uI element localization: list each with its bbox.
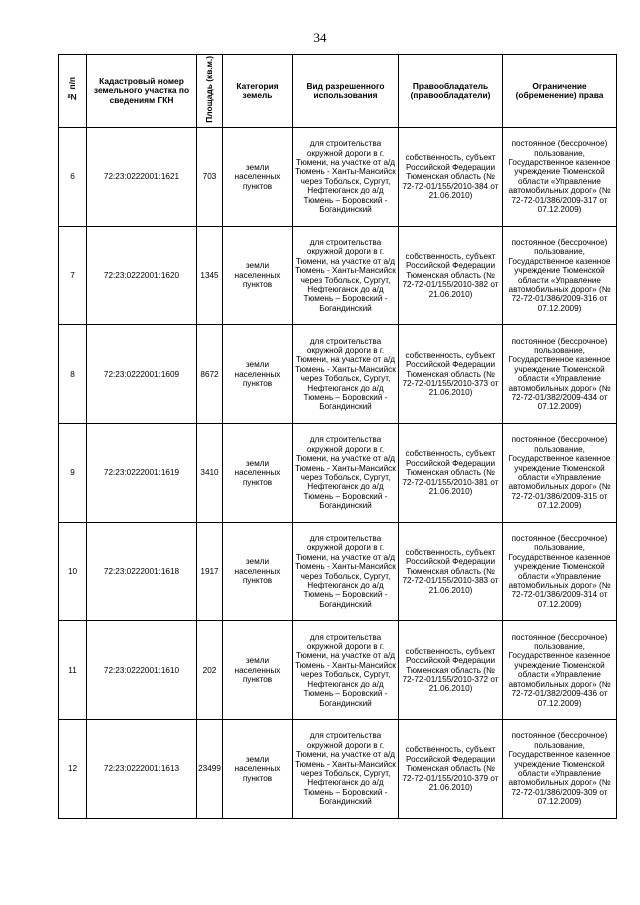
row-number: 11: [59, 621, 87, 720]
header-num: № п/п: [59, 55, 87, 128]
permitted-use: для строительства окружной дороги в г. Тюмени, на участке от а/д Тюмень - Ханты-Мансийск через Тобольск, Сургут, Нефтеюганск до а/д Тюмень – Боровский - Богандинский: [293, 424, 399, 523]
area-value: 3410: [197, 424, 223, 523]
permitted-use: для строительства окружной дороги в г. Тюмени, на участке от а/д Тюмень - Ханты-Мансийск через Тобольск, Сургут, Нефтеюганск до а/д Тюмень – Боровский - Богандинский: [293, 720, 399, 819]
row-number: 7: [59, 226, 87, 325]
land-category: земли населенных пунктов: [223, 424, 293, 523]
table-row: [59, 424, 617, 523]
table-row: [59, 621, 617, 720]
cadastral-number: 72:23:0222001:1609: [87, 325, 197, 424]
header-restriction: Ограничение (обременение) права: [503, 55, 617, 128]
right-restriction: постоянное (бессрочное) пользование, Государственное казенное учреждение Тюменской области «Управление автомобильных дорог» (№ 72-72-01/382/2009-436 от 07.12.2009): [503, 621, 617, 720]
area-value: 703: [197, 128, 223, 227]
area-value: 8672: [197, 325, 223, 424]
table-row: [59, 226, 617, 325]
land-category: земли населенных пунктов: [223, 720, 293, 819]
land-category: земли населенных пунктов: [223, 522, 293, 621]
page-number: 34: [313, 30, 327, 45]
right-holder: собственность, субъект Российской Федерации Тюменская область (№ 72-72-01/155/2010-381 от 21.06.2010): [399, 424, 503, 523]
right-holder: собственность, субъект Российской Федерации Тюменская область (№ 72-72-01/155/2010-379 от 21.06.2010): [399, 720, 503, 819]
right-holder: собственность, субъект Российской Федерации Тюменская область (№ 72-72-01/155/2010-373 от 21.06.2010): [399, 325, 503, 424]
cadastral-number: 72:23:0222001:1613: [87, 720, 197, 819]
row-number: 9: [59, 424, 87, 523]
cadastral-number: 72:23:0222001:1618: [87, 522, 197, 621]
right-restriction: постоянное (бессрочное) пользование, Государственное казенное учреждение Тюменской области «Управление автомобильных дорог» (№ 72-72-01/386/2009-316 от 07.12.2009): [503, 226, 617, 325]
table-row: [59, 522, 617, 621]
right-restriction: постоянное (бессрочное) пользование, Государственное казенное учреждение Тюменской области «Управление автомобильных дорог» (№ 72-72-01/386/2009-314 от 07.12.2009): [503, 522, 617, 621]
header-cadastral: Кадастровый номер земельного участка по сведениям ГКН: [87, 55, 197, 128]
land-category: земли населенных пунктов: [223, 128, 293, 227]
permitted-use: для строительства окружной дороги в г. Тюмени, на участке от а/д Тюмень - Ханты-Мансийск через Тобольск, Сургут, Нефтеюганск до а/д Тюмень – Боровский - Богандинский: [293, 621, 399, 720]
header-category: Категория земель: [223, 55, 293, 128]
permitted-use: для строительства окружной дороги в г. Тюмени, на участке от а/д Тюмень - Ханты-Мансийск через Тобольск, Сургут, Нефтеюганск до а/д Тюмень – Боровский - Богандинский: [293, 128, 399, 227]
land-category: земли населенных пунктов: [223, 325, 293, 424]
row-number: 10: [59, 522, 87, 621]
cadastral-number: 72:23:0222001:1621: [87, 128, 197, 227]
land-category: земли населенных пунктов: [223, 621, 293, 720]
right-restriction: постоянное (бессрочное) пользование, Государственное казенное учреждение Тюменской области «Управление автомобильных дорог» (№ 72-72-01/386/2009-315 от 07.12.2009): [503, 424, 617, 523]
right-holder: собственность, субъект Российской Федерации Тюменская область (№ 72-72-01/155/2010-372 от 21.06.2010): [399, 621, 503, 720]
right-holder: собственность, субъект Российской Федерации Тюменская область (№ 72-72-01/155/2010-384 от 21.06.2010): [399, 128, 503, 227]
header-row: [59, 55, 617, 128]
cadastral-number: 72:23:0222001:1619: [87, 424, 197, 523]
header-area: Площадь (кв.м.): [197, 55, 223, 128]
table-row: [59, 128, 617, 227]
permitted-use: для строительства окружной дороги в г. Тюмени, на участке от а/д Тюмень - Ханты-Мансийск через Тобольск, Сургут, Нефтеюганск до а/д Тюмень – Боровский - Богандинский: [293, 226, 399, 325]
cadastral-number: 72:23:0222001:1610: [87, 621, 197, 720]
cadastral-number: 72:23:0222001:1620: [87, 226, 197, 325]
right-holder: собственность, субъект Российской Федерации Тюменская область (№ 72-72-01/155/2010-383 от 21.06.2010): [399, 522, 503, 621]
area-value: 1917: [197, 522, 223, 621]
right-restriction: постоянное (бессрочное) пользование, Государственное казенное учреждение Тюменской области «Управление автомобильных дорог» (№ 72-72-01/386/2009-317 от 07.12.2009): [503, 128, 617, 227]
right-restriction: постоянное (бессрочное) пользование, Государственное казенное учреждение Тюменской области «Управление автомобильных дорог» (№ 72-72-01/382/2009-434 от 07.12.2009): [503, 325, 617, 424]
permitted-use: для строительства окружной дороги в г. Тюмени, на участке от а/д Тюмень - Ханты-Мансийск через Тобольск, Сургут, Нефтеюганск до а/д Тюмень – Боровский - Богандинский: [293, 522, 399, 621]
land-category: земли населенных пунктов: [223, 226, 293, 325]
area-value: 23499: [197, 720, 223, 819]
area-value: 202: [197, 621, 223, 720]
table-row: [59, 720, 617, 819]
row-number: 12: [59, 720, 87, 819]
table-row: [59, 325, 617, 424]
header-owner: Правообладатель (правообладатели): [399, 55, 503, 128]
area-value: 1345: [197, 226, 223, 325]
row-number: 8: [59, 325, 87, 424]
right-restriction: постоянное (бессрочное) пользование, Государственное казенное учреждение Тюменской области «Управление автомобильных дорог» (№ 72-72-01/386/2009-309 от 07.12.2009): [503, 720, 617, 819]
land-plots-table: [58, 54, 617, 819]
header-use: Вид разрешенного использования: [293, 55, 399, 128]
right-holder: собственность, субъект Российской Федерации Тюменская область (№ 72-72-01/155/2010-382 от 21.06.2010): [399, 226, 503, 325]
row-number: 6: [59, 128, 87, 227]
permitted-use: для строительства окружной дороги в г. Тюмени, на участке от а/д Тюмень - Ханты-Мансийск через Тобольск, Сургут, Нефтеюганск до а/д Тюмень – Боровский - Богандинский: [293, 325, 399, 424]
